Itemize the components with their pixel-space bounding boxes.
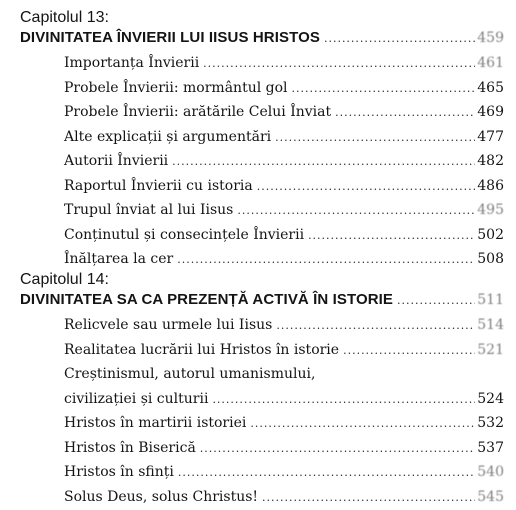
entry-title: Probele Învierii: arătările Celui Înviat [64,100,331,125]
toc-entry[interactable] [20,100,504,125]
toc-entry[interactable] [20,460,504,485]
chapter-13-section [20,8,504,272]
dot-leader [177,248,475,273]
chapter-page-number: 511 [477,290,504,310]
entry-page-number: 477 [477,125,504,150]
chapter-title: DIVINITATEA SA CA PREZENȚĂ ACTIVĂ ÎN ISTORIE [20,290,393,310]
toc-entry[interactable] [20,247,504,272]
entry-page-number: 540 [477,460,504,485]
entry-title: Hristos în Biserică [64,436,196,461]
toc-entry[interactable] [20,198,504,223]
entry-page-number: 465 [477,76,504,101]
entry-title: Conținutul și consecințele Învierii [64,223,304,248]
entry-page-number: 532 [477,411,504,436]
toc-entry[interactable] [20,313,504,338]
dot-leader [203,52,475,77]
entry-page-number: 521 [477,338,504,363]
dot-leader [276,314,475,339]
entry-title: civilizației și culturii [64,387,208,412]
toc-entry-list [20,51,504,272]
entry-title: Trupul înviat al lui Iisus [64,198,233,223]
toc-entry[interactable] [20,125,504,150]
entry-title: Creștinismul, autorul umanismului, [64,362,315,387]
chapter-title: DIVINITATEA ÎNVIERII LUI IISUS HRISTOS [20,28,320,48]
dot-leader [250,412,475,437]
entry-title: Importanța Învierii [64,51,199,76]
toc-entry[interactable] [20,387,504,412]
dot-leader [172,150,475,175]
toc-entry[interactable] [20,436,504,461]
toc-entry-list [20,313,504,509]
dot-leader [200,437,475,462]
toc-entry[interactable] [20,174,504,199]
dot-leader [257,175,476,200]
entry-page-number: 469 [477,100,504,125]
dot-leader [262,486,475,510]
dot-leader [343,339,475,364]
toc-entry[interactable] [20,149,504,174]
chapter-label: Capitolul 14: [20,270,504,290]
entry-title: Probele Învierii: mormântul gol [64,76,288,101]
dot-leader [237,199,475,224]
dot-leader [335,101,475,126]
entry-title: Autorii Învierii [64,149,168,174]
dot-leader [292,77,476,102]
dot-leader [178,461,475,486]
dot-leader [308,224,475,249]
entry-page-number: 537 [477,436,504,461]
entry-title: Relicvele sau urmele lui Iisus [64,313,272,338]
entry-page-number: 508 [477,247,504,272]
chapter-title-row[interactable] [20,28,504,48]
dot-leader [397,291,475,311]
chapter-14-section [20,270,504,509]
entry-page-number: 524 [477,387,504,412]
toc-entry[interactable] [20,485,504,510]
dot-leader [324,29,475,49]
entry-page-number: 461 [477,51,504,76]
chapter-label: Capitolul 13: [20,8,504,28]
entry-title: Realitatea lucrării lui Hristos în istorie [64,338,339,363]
entry-page-number: 482 [477,149,504,174]
dot-leader [275,126,475,151]
toc-entry[interactable] [20,76,504,101]
entry-page-number: 545 [477,485,504,510]
entry-title: Hristos în martirii istoriei [64,411,246,436]
toc-entry-continued[interactable] [20,362,504,387]
entry-title: Raportul Învierii cu istoria [64,174,253,199]
entry-title: Înălțarea la cer [64,247,173,272]
toc-entry[interactable] [20,411,504,436]
toc-entry[interactable] [20,51,504,76]
toc-entry[interactable] [20,223,504,248]
entry-page-number: 495 [477,198,504,223]
entry-page-number: 486 [477,174,504,199]
entry-title: Solus Deus, solus Christus! [64,485,258,510]
dot-leader [212,388,475,413]
entry-title: Hristos în sfinți [64,460,174,485]
entry-title: Alte explicații și argumentări [64,125,271,150]
entry-page-number: 514 [477,313,504,338]
toc-entry[interactable] [20,338,504,363]
entry-page-number: 502 [477,223,504,248]
chapter-title-row[interactable] [20,290,504,310]
chapter-page-number: 459 [477,28,504,48]
